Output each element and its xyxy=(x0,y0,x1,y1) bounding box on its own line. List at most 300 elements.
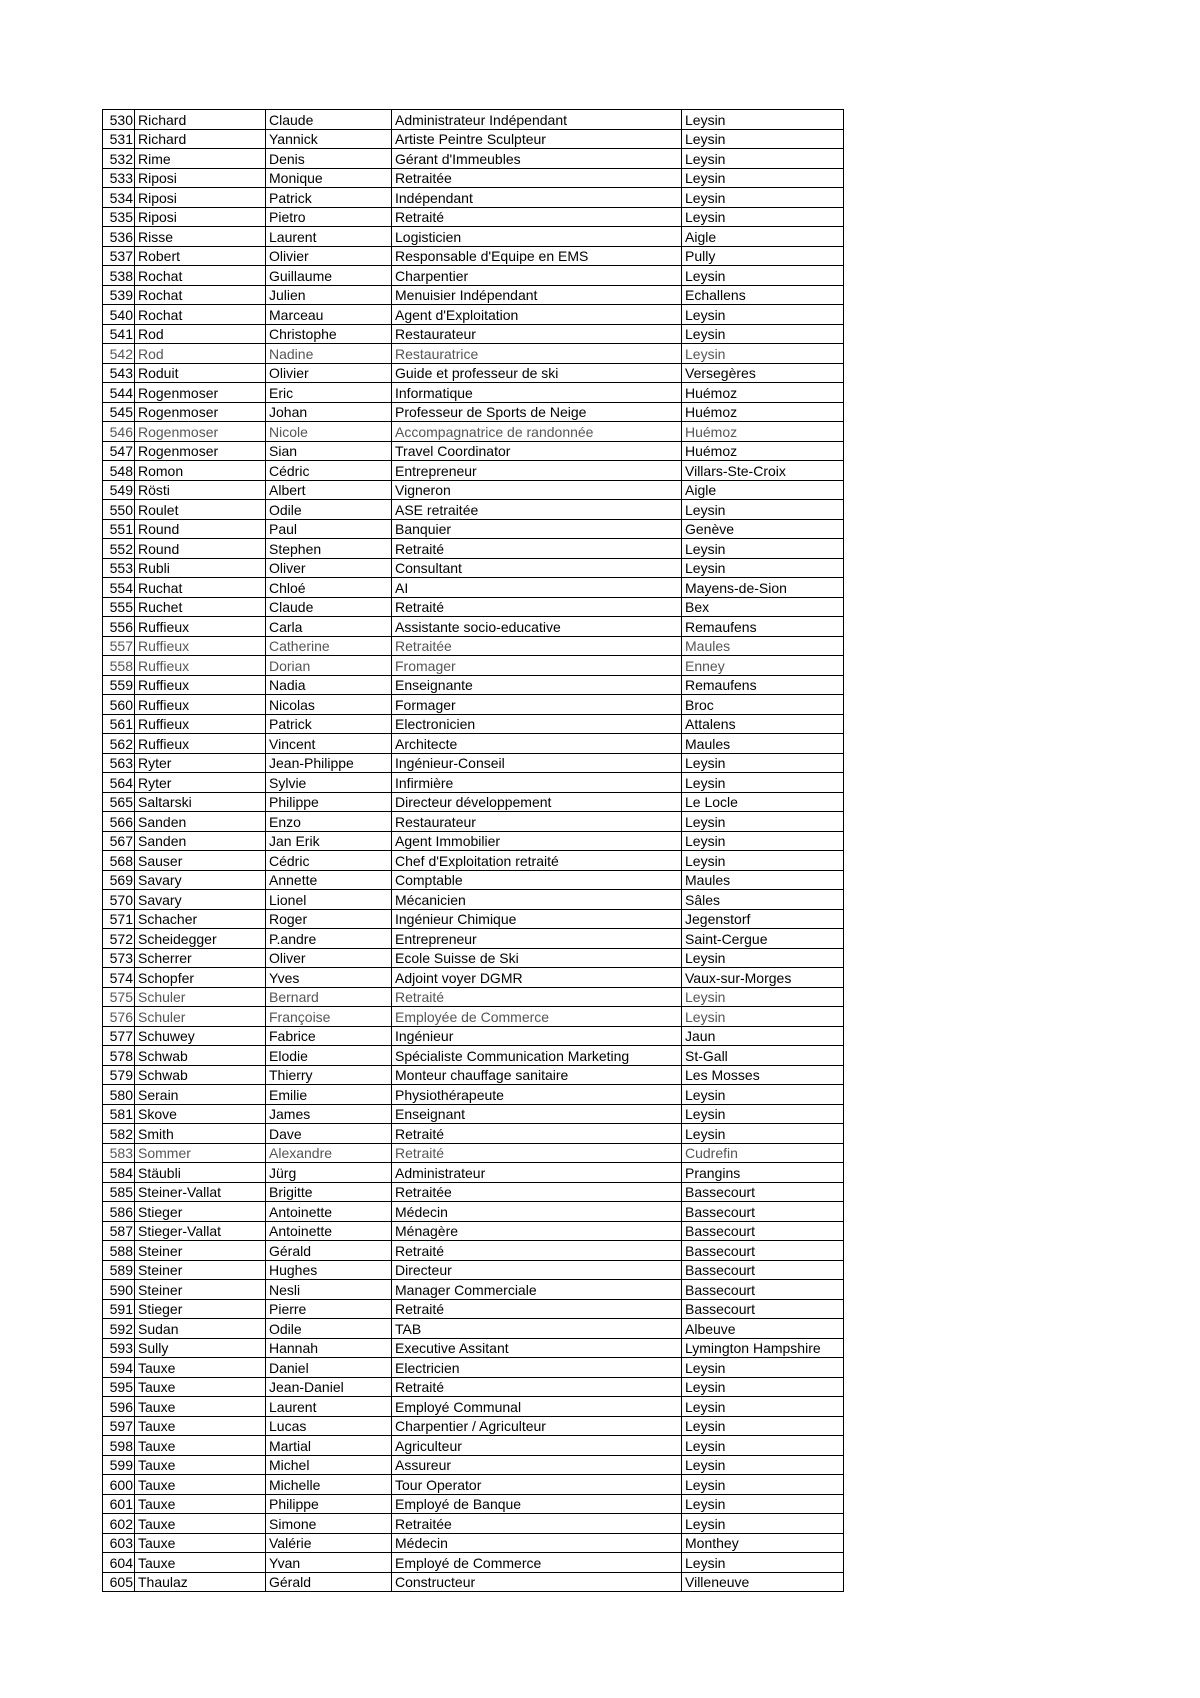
profession-cell: Manager Commerciale xyxy=(392,1280,682,1300)
row-number-cell: 545 xyxy=(103,402,135,422)
city-cell: Monthey xyxy=(682,1533,844,1553)
table-row xyxy=(103,1319,844,1339)
row-number-cell: 551 xyxy=(103,519,135,539)
row-number-cell: 581 xyxy=(103,1104,135,1124)
table-row xyxy=(103,1163,844,1183)
table-row xyxy=(103,305,844,325)
last-name-cell: Tauxe xyxy=(135,1494,266,1514)
row-number-cell: 572 xyxy=(103,929,135,949)
city-cell: Saint-Cergue xyxy=(682,929,844,949)
table-row xyxy=(103,1358,844,1378)
row-number-cell: 574 xyxy=(103,968,135,988)
profession-cell: Restaurateur xyxy=(392,812,682,832)
profession-cell: Entrepreneur xyxy=(392,461,682,481)
row-number-cell: 532 xyxy=(103,149,135,169)
table-row xyxy=(103,597,844,617)
first-name-cell: Claude xyxy=(266,597,392,617)
city-cell: Leysin xyxy=(682,344,844,364)
city-cell: Sâles xyxy=(682,890,844,910)
table-row xyxy=(103,1026,844,1046)
profession-cell: Employé de Commerce xyxy=(392,1553,682,1573)
table-row xyxy=(103,1104,844,1124)
row-number-cell: 565 xyxy=(103,792,135,812)
first-name-cell: Patrick xyxy=(266,188,392,208)
last-name-cell: Rogenmoser xyxy=(135,402,266,422)
city-cell: Bassecourt xyxy=(682,1221,844,1241)
city-cell: Maules xyxy=(682,870,844,890)
row-number-cell: 561 xyxy=(103,714,135,734)
last-name-cell: Rogenmoser xyxy=(135,383,266,403)
profession-cell: Artiste Peintre Sculpteur xyxy=(392,129,682,149)
city-cell: Bassecourt xyxy=(682,1280,844,1300)
row-number-cell: 591 xyxy=(103,1299,135,1319)
first-name-cell: Antoinette xyxy=(266,1221,392,1241)
first-name-cell: Michelle xyxy=(266,1475,392,1495)
row-number-cell: 535 xyxy=(103,207,135,227)
table-row xyxy=(103,636,844,656)
last-name-cell: Serain xyxy=(135,1085,266,1105)
city-cell: Villeneuve xyxy=(682,1572,844,1592)
table-row xyxy=(103,149,844,169)
profession-cell: Assistante socio-educative xyxy=(392,617,682,637)
last-name-cell: Rogenmoser xyxy=(135,441,266,461)
row-number-cell: 536 xyxy=(103,227,135,247)
last-name-cell: Steiner xyxy=(135,1260,266,1280)
last-name-cell: Schopfer xyxy=(135,968,266,988)
last-name-cell: Schuler xyxy=(135,1007,266,1027)
row-number-cell: 578 xyxy=(103,1046,135,1066)
row-number-cell: 568 xyxy=(103,851,135,871)
profession-cell: Retraité xyxy=(392,597,682,617)
profession-cell: Restauratrice xyxy=(392,344,682,364)
last-name-cell: Stieger-Vallat xyxy=(135,1221,266,1241)
last-name-cell: Tauxe xyxy=(135,1416,266,1436)
last-name-cell: Steiner xyxy=(135,1241,266,1261)
profession-cell: Travel Coordinator xyxy=(392,441,682,461)
last-name-cell: Round xyxy=(135,519,266,539)
row-number-cell: 540 xyxy=(103,305,135,325)
city-cell: Les Mosses xyxy=(682,1065,844,1085)
last-name-cell: Ruffieux xyxy=(135,656,266,676)
first-name-cell: Monique xyxy=(266,168,392,188)
profession-cell: Retraité xyxy=(392,1241,682,1261)
city-cell: Leysin xyxy=(682,1397,844,1417)
first-name-cell: Hughes xyxy=(266,1260,392,1280)
table-row xyxy=(103,1260,844,1280)
row-number-cell: 543 xyxy=(103,363,135,383)
row-number-cell: 594 xyxy=(103,1358,135,1378)
last-name-cell: Saltarski xyxy=(135,792,266,812)
first-name-cell: Oliver xyxy=(266,558,392,578)
row-number-cell: 596 xyxy=(103,1397,135,1417)
first-name-cell: Odile xyxy=(266,500,392,520)
city-cell: Mayens-de-Sion xyxy=(682,578,844,598)
table-row xyxy=(103,1124,844,1144)
first-name-cell: Emilie xyxy=(266,1085,392,1105)
profession-cell: Retraitée xyxy=(392,168,682,188)
city-cell: Leysin xyxy=(682,1455,844,1475)
row-number-cell: 552 xyxy=(103,539,135,559)
profession-cell: Assureur xyxy=(392,1455,682,1475)
city-cell: Leysin xyxy=(682,753,844,773)
profession-cell: Retraité xyxy=(392,1124,682,1144)
profession-cell: Restaurateur xyxy=(392,324,682,344)
profession-cell: Professeur de Sports de Neige xyxy=(392,402,682,422)
profession-cell: Chef d'Exploitation retraité xyxy=(392,851,682,871)
last-name-cell: Rösti xyxy=(135,480,266,500)
first-name-cell: Nicolas xyxy=(266,695,392,715)
profession-cell: Guide et professeur de ski xyxy=(392,363,682,383)
table-row xyxy=(103,773,844,793)
first-name-cell: Nadine xyxy=(266,344,392,364)
table-row xyxy=(103,1241,844,1261)
last-name-cell: Rochat xyxy=(135,266,266,286)
first-name-cell: Françoise xyxy=(266,1007,392,1027)
profession-cell: Ménagère xyxy=(392,1221,682,1241)
last-name-cell: Stäubli xyxy=(135,1163,266,1183)
profession-cell: Retraitée xyxy=(392,1182,682,1202)
row-number-cell: 534 xyxy=(103,188,135,208)
city-cell: Leysin xyxy=(682,1436,844,1456)
profession-cell: Tour Operator xyxy=(392,1475,682,1495)
table-row xyxy=(103,1182,844,1202)
last-name-cell: Richard xyxy=(135,129,266,149)
first-name-cell: Pietro xyxy=(266,207,392,227)
last-name-cell: Stieger xyxy=(135,1299,266,1319)
last-name-cell: Ryter xyxy=(135,773,266,793)
row-number-cell: 539 xyxy=(103,285,135,305)
row-number-cell: 576 xyxy=(103,1007,135,1027)
city-cell: Leysin xyxy=(682,1358,844,1378)
table-row xyxy=(103,753,844,773)
profession-cell: Entrepreneur xyxy=(392,929,682,949)
row-number-cell: 603 xyxy=(103,1533,135,1553)
table-row xyxy=(103,1436,844,1456)
table-row xyxy=(103,1046,844,1066)
city-cell: Leysin xyxy=(682,987,844,1007)
city-cell: Huémoz xyxy=(682,402,844,422)
first-name-cell: Vincent xyxy=(266,734,392,754)
row-number-cell: 553 xyxy=(103,558,135,578)
last-name-cell: Savary xyxy=(135,870,266,890)
table-row xyxy=(103,1065,844,1085)
profession-cell: Directeur xyxy=(392,1260,682,1280)
city-cell: Leysin xyxy=(682,1416,844,1436)
profession-cell: Directeur développement xyxy=(392,792,682,812)
profession-cell: Employée de Commerce xyxy=(392,1007,682,1027)
profession-cell: Monteur chauffage sanitaire xyxy=(392,1065,682,1085)
city-cell: Broc xyxy=(682,695,844,715)
first-name-cell: Albert xyxy=(266,480,392,500)
table-row xyxy=(103,851,844,871)
city-cell: Bassecourt xyxy=(682,1182,844,1202)
table-row xyxy=(103,1338,844,1358)
profession-cell: Employé Communal xyxy=(392,1397,682,1417)
city-cell: Leysin xyxy=(682,1494,844,1514)
row-number-cell: 569 xyxy=(103,870,135,890)
first-name-cell: Dave xyxy=(266,1124,392,1144)
last-name-cell: Sully xyxy=(135,1338,266,1358)
city-cell: Leysin xyxy=(682,1553,844,1573)
row-number-cell: 579 xyxy=(103,1065,135,1085)
first-name-cell: Carla xyxy=(266,617,392,637)
table-row xyxy=(103,1221,844,1241)
profession-cell: Electricien xyxy=(392,1358,682,1378)
row-number-cell: 550 xyxy=(103,500,135,520)
last-name-cell: Ruffieux xyxy=(135,714,266,734)
row-number-cell: 592 xyxy=(103,1319,135,1339)
last-name-cell: Rochat xyxy=(135,285,266,305)
last-name-cell: Schuwey xyxy=(135,1026,266,1046)
last-name-cell: Tauxe xyxy=(135,1377,266,1397)
table-row xyxy=(103,110,844,130)
city-cell: Leysin xyxy=(682,188,844,208)
first-name-cell: Fabrice xyxy=(266,1026,392,1046)
first-name-cell: Christophe xyxy=(266,324,392,344)
table-row xyxy=(103,324,844,344)
first-name-cell: Odile xyxy=(266,1319,392,1339)
city-cell: Pully xyxy=(682,246,844,266)
table-row xyxy=(103,1494,844,1514)
city-cell: Leysin xyxy=(682,110,844,130)
profession-cell: TAB xyxy=(392,1319,682,1339)
profession-cell: Ingénieur Chimique xyxy=(392,909,682,929)
first-name-cell: James xyxy=(266,1104,392,1124)
members-table xyxy=(102,109,844,1592)
row-number-cell: 604 xyxy=(103,1553,135,1573)
table-row xyxy=(103,168,844,188)
profession-cell: Médecin xyxy=(392,1533,682,1553)
last-name-cell: Ruffieux xyxy=(135,695,266,715)
table-row xyxy=(103,870,844,890)
profession-cell: Agent Immobilier xyxy=(392,831,682,851)
table-row xyxy=(103,831,844,851)
profession-cell: Informatique xyxy=(392,383,682,403)
profession-cell: Electronicien xyxy=(392,714,682,734)
row-number-cell: 530 xyxy=(103,110,135,130)
first-name-cell: Nicole xyxy=(266,422,392,442)
first-name-cell: Nesli xyxy=(266,1280,392,1300)
city-cell: Leysin xyxy=(682,324,844,344)
row-number-cell: 558 xyxy=(103,656,135,676)
last-name-cell: Steiner xyxy=(135,1280,266,1300)
last-name-cell: Rod xyxy=(135,324,266,344)
first-name-cell: Olivier xyxy=(266,246,392,266)
first-name-cell: Lionel xyxy=(266,890,392,910)
last-name-cell: Rochat xyxy=(135,305,266,325)
profession-cell: Consultant xyxy=(392,558,682,578)
last-name-cell: Scherrer xyxy=(135,948,266,968)
profession-cell: Fromager xyxy=(392,656,682,676)
last-name-cell: Robert xyxy=(135,246,266,266)
first-name-cell: Philippe xyxy=(266,1494,392,1514)
city-cell: Leysin xyxy=(682,1104,844,1124)
row-number-cell: 595 xyxy=(103,1377,135,1397)
first-name-cell: Johan xyxy=(266,402,392,422)
city-cell: Le Locle xyxy=(682,792,844,812)
row-number-cell: 573 xyxy=(103,948,135,968)
profession-cell: Physiothérapeute xyxy=(392,1085,682,1105)
table-row xyxy=(103,1085,844,1105)
city-cell: Genève xyxy=(682,519,844,539)
first-name-cell: Julien xyxy=(266,285,392,305)
table-row xyxy=(103,461,844,481)
row-number-cell: 587 xyxy=(103,1221,135,1241)
last-name-cell: Rubli xyxy=(135,558,266,578)
profession-cell: Ingénieur-Conseil xyxy=(392,753,682,773)
city-cell: Jegenstorf xyxy=(682,909,844,929)
row-number-cell: 537 xyxy=(103,246,135,266)
profession-cell: Charpentier xyxy=(392,266,682,286)
table-row xyxy=(103,1553,844,1573)
profession-cell: Logisticien xyxy=(392,227,682,247)
row-number-cell: 582 xyxy=(103,1124,135,1144)
row-number-cell: 571 xyxy=(103,909,135,929)
row-number-cell: 585 xyxy=(103,1182,135,1202)
last-name-cell: Tauxe xyxy=(135,1397,266,1417)
profession-cell: Retraitée xyxy=(392,636,682,656)
city-cell: Leysin xyxy=(682,539,844,559)
profession-cell: Accompagnatrice de randonnée xyxy=(392,422,682,442)
members-table-body xyxy=(103,110,844,1592)
table-row xyxy=(103,207,844,227)
first-name-cell: Brigitte xyxy=(266,1182,392,1202)
profession-cell: Ecole Suisse de Ski xyxy=(392,948,682,968)
last-name-cell: Sommer xyxy=(135,1143,266,1163)
profession-cell: Spécialiste Communication Marketing xyxy=(392,1046,682,1066)
last-name-cell: Schacher xyxy=(135,909,266,929)
row-number-cell: 549 xyxy=(103,480,135,500)
first-name-cell: Alexandre xyxy=(266,1143,392,1163)
city-cell: Leysin xyxy=(682,266,844,286)
city-cell: Bex xyxy=(682,597,844,617)
table-row xyxy=(103,1299,844,1319)
city-cell: Aigle xyxy=(682,227,844,247)
table-row xyxy=(103,792,844,812)
first-name-cell: Martial xyxy=(266,1436,392,1456)
first-name-cell: Catherine xyxy=(266,636,392,656)
last-name-cell: Tauxe xyxy=(135,1358,266,1378)
table-row xyxy=(103,734,844,754)
last-name-cell: Ryter xyxy=(135,753,266,773)
row-number-cell: 554 xyxy=(103,578,135,598)
city-cell: Leysin xyxy=(682,831,844,851)
first-name-cell: Antoinette xyxy=(266,1202,392,1222)
city-cell: Villars-Ste-Croix xyxy=(682,461,844,481)
row-number-cell: 538 xyxy=(103,266,135,286)
city-cell: Leysin xyxy=(682,773,844,793)
row-number-cell: 583 xyxy=(103,1143,135,1163)
row-number-cell: 600 xyxy=(103,1475,135,1495)
profession-cell: Executive Assitant xyxy=(392,1338,682,1358)
last-name-cell: Riposi xyxy=(135,188,266,208)
first-name-cell: Daniel xyxy=(266,1358,392,1378)
city-cell: Leysin xyxy=(682,500,844,520)
profession-cell: Agent d'Exploitation xyxy=(392,305,682,325)
last-name-cell: Rogenmoser xyxy=(135,422,266,442)
table-row xyxy=(103,402,844,422)
last-name-cell: Roulet xyxy=(135,500,266,520)
profession-cell: Administrateur xyxy=(392,1163,682,1183)
last-name-cell: Schwab xyxy=(135,1065,266,1085)
city-cell: Echallens xyxy=(682,285,844,305)
city-cell: Bassecourt xyxy=(682,1202,844,1222)
city-cell: Attalens xyxy=(682,714,844,734)
profession-cell: Retraité xyxy=(392,1377,682,1397)
city-cell: Leysin xyxy=(682,1007,844,1027)
last-name-cell: Tauxe xyxy=(135,1553,266,1573)
city-cell: Leysin xyxy=(682,948,844,968)
table-row xyxy=(103,422,844,442)
last-name-cell: Ruffieux xyxy=(135,636,266,656)
last-name-cell: Skove xyxy=(135,1104,266,1124)
last-name-cell: Ruffieux xyxy=(135,734,266,754)
table-row xyxy=(103,617,844,637)
first-name-cell: P.andre xyxy=(266,929,392,949)
last-name-cell: Ruffieux xyxy=(135,617,266,637)
row-number-cell: 577 xyxy=(103,1026,135,1046)
city-cell: Leysin xyxy=(682,1514,844,1534)
city-cell: Maules xyxy=(682,734,844,754)
city-cell: Jaun xyxy=(682,1026,844,1046)
city-cell: Leysin xyxy=(682,129,844,149)
last-name-cell: Rime xyxy=(135,149,266,169)
row-number-cell: 555 xyxy=(103,597,135,617)
table-row xyxy=(103,363,844,383)
last-name-cell: Richard xyxy=(135,110,266,130)
last-name-cell: Schuler xyxy=(135,987,266,1007)
first-name-cell: Hannah xyxy=(266,1338,392,1358)
first-name-cell: Yvan xyxy=(266,1553,392,1573)
profession-cell: Architecte xyxy=(392,734,682,754)
profession-cell: Retraité xyxy=(392,1143,682,1163)
row-number-cell: 605 xyxy=(103,1572,135,1592)
row-number-cell: 541 xyxy=(103,324,135,344)
table-row xyxy=(103,539,844,559)
first-name-cell: Yves xyxy=(266,968,392,988)
table-row xyxy=(103,1397,844,1417)
row-number-cell: 575 xyxy=(103,987,135,1007)
table-row xyxy=(103,695,844,715)
city-cell: Remaufens xyxy=(682,617,844,637)
first-name-cell: Cédric xyxy=(266,851,392,871)
table-row xyxy=(103,1533,844,1553)
first-name-cell: Guillaume xyxy=(266,266,392,286)
first-name-cell: Denis xyxy=(266,149,392,169)
profession-cell: Employé de Banque xyxy=(392,1494,682,1514)
profession-cell: Responsable d'Equipe en EMS xyxy=(392,246,682,266)
city-cell: Huémoz xyxy=(682,422,844,442)
first-name-cell: Thierry xyxy=(266,1065,392,1085)
row-number-cell: 546 xyxy=(103,422,135,442)
profession-cell: Retraité xyxy=(392,987,682,1007)
city-cell: Huémoz xyxy=(682,383,844,403)
first-name-cell: Eric xyxy=(266,383,392,403)
table-row xyxy=(103,1007,844,1027)
first-name-cell: Pierre xyxy=(266,1299,392,1319)
table-row xyxy=(103,383,844,403)
first-name-cell: Valérie xyxy=(266,1533,392,1553)
last-name-cell: Sudan xyxy=(135,1319,266,1339)
row-number-cell: 599 xyxy=(103,1455,135,1475)
table-row xyxy=(103,266,844,286)
table-row xyxy=(103,578,844,598)
table-row xyxy=(103,285,844,305)
row-number-cell: 602 xyxy=(103,1514,135,1534)
city-cell: Vaux-sur-Morges xyxy=(682,968,844,988)
profession-cell: Adjoint voyer DGMR xyxy=(392,968,682,988)
city-cell: Leysin xyxy=(682,558,844,578)
